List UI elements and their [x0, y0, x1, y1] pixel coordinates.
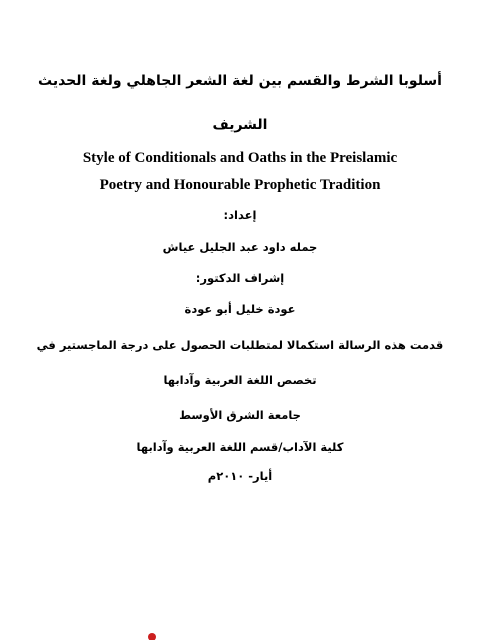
prepared-by-label: إعداد: — [223, 208, 257, 222]
footer-watermark — [148, 630, 338, 640]
supervisor-label: إشراف الدكتور: — [195, 271, 285, 285]
english-title-line-1: Style of Conditionals and Oaths in the Preislamic — [82, 150, 398, 166]
arabic-title-line-2: الشريف — [212, 117, 268, 133]
university-name: جامعة الشرق الأوسط — [179, 408, 301, 422]
arabic-title-line-1: أسلوبا الشرط والقسم بين لغة الشعر الجاهلي ولغة الحديث — [38, 73, 442, 89]
author-name: جمله داود عبد الجليل عياش — [162, 240, 318, 254]
faculty-department: كلية الآداب/قسم اللغة العربية وآدابها — [136, 440, 344, 454]
supervisor-name: عودة خليل أبو عودة — [184, 302, 296, 316]
submission-statement-line-2: تخصص اللغة العربية وآدابها — [163, 373, 317, 387]
english-title-line-2: Poetry and Honourable Prophetic Tradition — [99, 177, 381, 193]
submission-date: أيار- ٢٠١٠م — [207, 469, 273, 483]
submission-statement-line-1: قدمت هذه الرسالة استكمالا لمتطلبات الحصول على درجة الماجستير في — [36, 338, 444, 352]
red-circle-logo-icon — [148, 633, 156, 640]
